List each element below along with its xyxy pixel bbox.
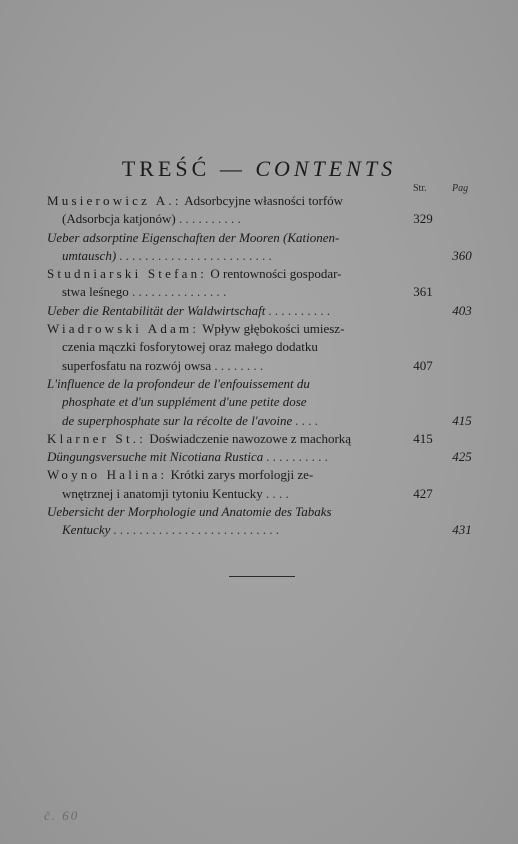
dot-leader: . . . . xyxy=(292,412,319,428)
toc-line-text xyxy=(47,320,408,338)
heading-polish: TREŚĆ xyxy=(121,156,211,181)
toc-line xyxy=(0,375,518,393)
toc-line-text xyxy=(62,412,458,430)
toc-line xyxy=(0,521,518,539)
toc-line-text xyxy=(47,375,458,393)
dot-leader: . . . . . . . . . . . . . . . . . . . . . . . . xyxy=(116,247,273,263)
toc-entry xyxy=(0,192,518,229)
dot-leader: . . . . xyxy=(262,485,289,501)
toc-line xyxy=(0,283,518,301)
toc-line xyxy=(0,247,518,265)
title-text: Wpływ głębokości umiesz- xyxy=(199,321,345,337)
page-number-pag: 431 xyxy=(452,522,472,538)
toc-line-text xyxy=(62,210,408,228)
title-text: Ueber adsorptine Eigenschaften der Mooren (Kationen- xyxy=(47,229,340,245)
page-number-str: 427 xyxy=(413,485,433,501)
toc-line-text xyxy=(62,357,408,375)
page-number-str: 361 xyxy=(413,284,433,300)
title-text: Uebersicht der Morphologie und Anatomie des Tabaks xyxy=(47,504,332,520)
contents-heading xyxy=(0,156,518,182)
toc-line xyxy=(0,265,518,283)
toc-entry xyxy=(0,302,518,320)
page-number-pag: 360 xyxy=(452,247,472,263)
dot-leader: . . . . . . . . . . xyxy=(263,449,329,465)
title-text: Adsorbcyjne własności torfów xyxy=(181,193,344,208)
author-name: Woyno Halina: xyxy=(47,467,168,483)
toc-line-text xyxy=(62,283,408,301)
toc-line xyxy=(0,192,518,210)
page-number-str: 415 xyxy=(413,430,433,446)
toc-line xyxy=(0,357,518,375)
title-text: Doświadczenie nawozowe z machorką xyxy=(146,430,352,446)
toc-line-text xyxy=(62,485,408,503)
toc-line-text xyxy=(62,393,458,411)
title-text: stwa leśnego xyxy=(62,284,129,300)
toc-line xyxy=(0,302,518,320)
toc-entry xyxy=(0,430,518,448)
column-header-pag: Pag xyxy=(452,183,469,194)
toc-entry xyxy=(0,229,518,266)
title-text: L'influence de la profondeur de l'enfouissement du xyxy=(47,375,310,391)
toc-line-text xyxy=(47,302,458,320)
title-text: Kentucky xyxy=(62,522,111,538)
toc-entry xyxy=(0,448,518,466)
toc-entry xyxy=(0,375,518,430)
dot-leader: . . . . . . . . . . . . . . . xyxy=(128,284,227,300)
dot-leader: . . . . . . . . xyxy=(211,357,264,373)
toc-entry xyxy=(0,503,518,540)
toc-line-text xyxy=(47,503,458,521)
toc-line-text xyxy=(47,430,408,448)
page-number-pag: 415 xyxy=(452,412,472,428)
toc-line xyxy=(0,338,518,356)
title-text: phosphate et d'un supplément d'une petite dose xyxy=(62,394,307,410)
toc-entry xyxy=(0,265,518,302)
toc-entry xyxy=(0,466,518,503)
toc-line-text xyxy=(47,192,408,210)
toc-line-text xyxy=(47,265,408,283)
title-text: Krótki zarys morfologji ze- xyxy=(167,467,314,483)
toc-line-text xyxy=(47,229,458,247)
toc-line-text xyxy=(47,448,458,466)
toc-line-text xyxy=(62,521,458,539)
title-text: czenia mączki fosforytowej oraz małego dodatku xyxy=(62,339,318,355)
toc-line-text xyxy=(62,247,458,265)
toc-line-text xyxy=(47,466,408,484)
column-header-str: Str. xyxy=(413,183,427,194)
title-text: (Adsorbcja katjonów) xyxy=(62,211,176,227)
page-number-str: 407 xyxy=(413,357,433,373)
toc-entry xyxy=(0,320,518,375)
title-text: umtausch) xyxy=(62,247,117,263)
closing-rule xyxy=(229,576,295,577)
toc-line xyxy=(0,448,518,466)
heading-dash: — xyxy=(219,156,246,181)
toc-line xyxy=(0,485,518,503)
title-text: Düngungsversuche mit Nicotiana Rustica xyxy=(47,449,264,465)
toc-line-text xyxy=(62,338,408,356)
toc-line xyxy=(0,210,518,228)
dot-leader: . . . . . . . . . . xyxy=(175,211,241,227)
page-number-str: 329 xyxy=(413,211,433,227)
title-text: wnętrznej i anatomji tytoniu Kentucky xyxy=(62,485,263,501)
author-name: Klarner St.: xyxy=(47,430,147,446)
toc-line xyxy=(0,229,518,247)
author-name: Musierowicz A.: xyxy=(47,193,182,208)
title-text: O rentowności gospodar- xyxy=(207,266,342,282)
title-text: Ueber die Rentabilität der Waldwirtschaft xyxy=(47,302,266,318)
toc-line xyxy=(0,320,518,338)
title-text: superfosfatu na rozwój owsa xyxy=(62,357,212,373)
author-name: Studniarski Stefan: xyxy=(47,266,208,282)
page-number-pag: 425 xyxy=(452,449,472,465)
table-of-contents xyxy=(0,192,518,540)
toc-line xyxy=(0,430,518,448)
dot-leader: . . . . . . . . . . xyxy=(265,302,331,318)
handwritten-mark: č. 60 xyxy=(44,808,80,823)
heading-english: CONTENTS xyxy=(255,156,397,181)
toc-line xyxy=(0,412,518,430)
toc-line xyxy=(0,466,518,484)
author-name: Wiadrowski Adam: xyxy=(47,321,200,337)
page-number-pag: 403 xyxy=(452,302,472,318)
toc-line xyxy=(0,393,518,411)
title-text: de superphosphate sur la récolte de l'avoine xyxy=(62,412,293,428)
dot-leader: . . . . . . . . . . . . . . . . . . . . . . . . . . xyxy=(110,522,280,538)
toc-line xyxy=(0,503,518,521)
